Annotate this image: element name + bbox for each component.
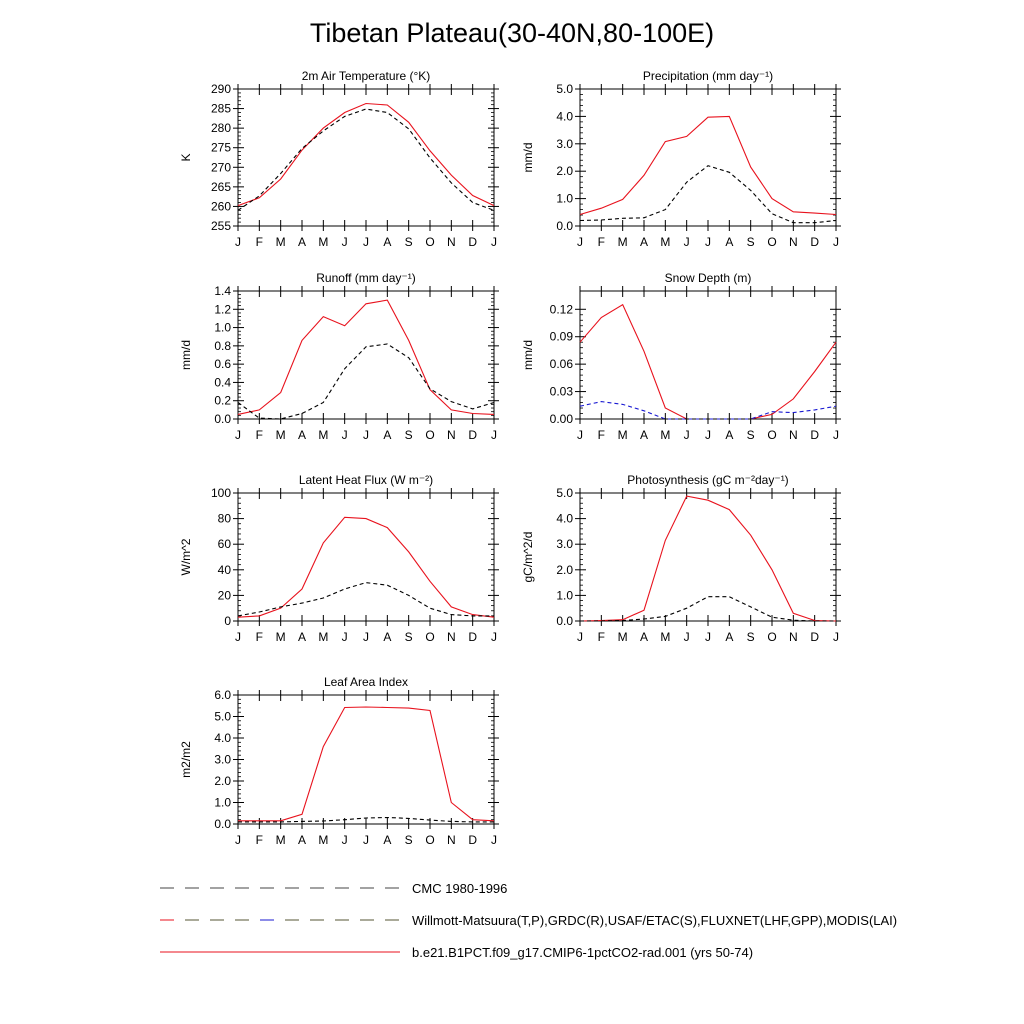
chart-leaf-area-index-ytick-label: 2.0 — [214, 774, 231, 788]
chart-latent-heat-flux-w-m-xtick-label: J — [235, 630, 241, 644]
chart-photosynthesis-gc-m-day-ytick-label: 1.0 — [556, 588, 573, 603]
chart-latent-heat-flux-w-m-xtick-label: J — [363, 630, 369, 644]
chart-leaf-area-index-title: Leaf Area Index — [323, 675, 409, 689]
chart-snow-depth-m-xtick-label: J — [705, 428, 711, 442]
chart-runoff-mm-day — [179, 271, 499, 442]
chart-leaf-area-index-ylabel: m2/m2 — [179, 741, 193, 778]
chart-leaf-area-index-xtick-label: D — [468, 833, 478, 847]
chart-leaf-area-index-xtick-label: J — [491, 833, 497, 847]
chart-runoff-mm-day-xtick-label: J — [363, 428, 369, 442]
chart-precipitation-mm-day-ytick-label: 5.0 — [556, 82, 573, 96]
chart-snow-depth-m-xtick-label: A — [639, 428, 649, 442]
chart-leaf-area-index-xtick-label: O — [425, 833, 435, 847]
chart-photosynthesis-gc-m-day-series-model — [580, 496, 836, 621]
chart-photosynthesis-gc-m-day-ytick-label: 5.0 — [556, 486, 573, 500]
chart-runoff-mm-day-xtick-label: M — [275, 428, 286, 442]
chart-snow-depth-m-xtick-label: A — [725, 428, 734, 442]
chart-precipitation-mm-day-ytick-label: 1.0 — [556, 191, 573, 206]
chart-latent-heat-flux-w-m-frame — [238, 493, 494, 621]
chart-2m-air-temperature-k-xtick-label: A — [383, 235, 392, 249]
chart-precipitation-mm-day-ytick-label: 3.0 — [556, 136, 573, 151]
chart-2m-air-temperature-k-frame — [238, 89, 494, 226]
chart-runoff-mm-day-ylabel: mm/d — [179, 340, 193, 370]
chart-runoff-mm-day-series-obs — [238, 344, 494, 419]
chart-photosynthesis-gc-m-day-ylabel: gC/m^2/d — [521, 531, 535, 583]
chart-precipitation-mm-day-xtick-label: F — [597, 235, 606, 249]
chart-leaf-area-index-xtick-label: J — [363, 833, 369, 847]
chart-photosynthesis-gc-m-day-ytick-label: 3.0 — [556, 537, 573, 552]
chart-latent-heat-flux-w-m-ytick-label: 100 — [210, 486, 231, 500]
chart-leaf-area-index-ytick-label: 0.0 — [214, 817, 231, 831]
chart-runoff-mm-day-xtick-label: S — [404, 428, 413, 442]
chart-snow-depth-m-xtick-label: F — [597, 428, 606, 442]
chart-latent-heat-flux-w-m-xtick-label: D — [468, 630, 478, 644]
chart-runoff-mm-day-ytick-label: 0.6 — [214, 357, 231, 372]
chart-precipitation-mm-day-ytick-label: 0.0 — [556, 219, 573, 233]
chart-precipitation-mm-day-xtick-label: M — [660, 235, 671, 249]
chart-runoff-mm-day-xtick-label: A — [383, 428, 392, 442]
chart-2m-air-temperature-k-ytick-label: 275 — [210, 140, 231, 155]
chart-leaf-area-index — [179, 675, 499, 847]
chart-snow-depth-m-xtick-label: M — [617, 428, 628, 442]
chart-runoff-mm-day-xtick-label: A — [297, 428, 307, 442]
chart-latent-heat-flux-w-m-ytick-label: 20 — [217, 588, 231, 603]
chart-precipitation-mm-day-title: Precipitation (mm day⁻¹) — [642, 69, 774, 83]
chart-2m-air-temperature-k-xtick-label: O — [425, 235, 435, 249]
chart-leaf-area-index-ytick-label: 1.0 — [214, 795, 231, 810]
chart-leaf-area-index-xtick-label: M — [275, 833, 286, 847]
chart-precipitation-mm-day — [521, 69, 841, 249]
chart-precipitation-mm-day-xtick-label: N — [788, 235, 798, 249]
chart-latent-heat-flux-w-m-xtick-label: N — [446, 630, 456, 644]
chart-photosynthesis-gc-m-day-xtick-label: S — [746, 630, 755, 644]
legend-label: b.e21.B1PCT.f09_g17.CMIP6-1pctCO2-rad.001 (yrs 50-74) — [412, 945, 754, 960]
chart-latent-heat-flux-w-m — [179, 473, 499, 644]
chart-leaf-area-index-xtick-label: N — [446, 833, 456, 847]
chart-runoff-mm-day-ytick-label: 1.2 — [214, 302, 231, 317]
chart-photosynthesis-gc-m-day-ytick-label: 0.0 — [556, 614, 573, 628]
chart-latent-heat-flux-w-m-ytick-label: 80 — [217, 511, 231, 526]
chart-runoff-mm-day-xtick-label: F — [255, 428, 264, 442]
chart-snow-depth-m-frame — [580, 291, 836, 419]
chart-latent-heat-flux-w-m-xtick-label: A — [297, 630, 307, 644]
chart-2m-air-temperature-k-xtick-label: F — [255, 235, 264, 249]
chart-2m-air-temperature-k-series-model — [238, 104, 494, 206]
chart-precipitation-mm-day-xtick-label: A — [725, 235, 734, 249]
chart-2m-air-temperature-k-xtick-label: J — [363, 235, 369, 249]
chart-runoff-mm-day-xtick-label: D — [468, 428, 478, 442]
chart-runoff-mm-day-ytick-label: 0.8 — [214, 338, 231, 353]
chart-precipitation-mm-day-xtick-label: J — [705, 235, 711, 249]
chart-precipitation-mm-day-xtick-label: D — [810, 235, 820, 249]
chart-photosynthesis-gc-m-day-ytick-label: 2.0 — [556, 562, 573, 577]
chart-latent-heat-flux-w-m-xtick-label: M — [318, 630, 329, 644]
chart-2m-air-temperature-k-ytick-label: 270 — [210, 160, 231, 175]
chart-snow-depth-m-ytick-label: 0.06 — [549, 357, 573, 372]
chart-leaf-area-index-ytick-label: 3.0 — [214, 752, 231, 767]
chart-2m-air-temperature-k-series-obs — [238, 109, 494, 210]
chart-runoff-mm-day-series-model — [238, 300, 494, 414]
chart-runoff-mm-day-title: Runoff (mm day⁻¹) — [316, 271, 416, 285]
legend-label: CMC 1980-1996 — [412, 881, 508, 896]
chart-precipitation-mm-day-ytick-label: 4.0 — [556, 109, 573, 124]
chart-runoff-mm-day-ytick-label: 1.0 — [214, 320, 231, 335]
chart-leaf-area-index-ytick-label: 6.0 — [214, 688, 231, 702]
chart-latent-heat-flux-w-m-xtick-label: M — [275, 630, 286, 644]
chart-2m-air-temperature-k — [179, 69, 499, 249]
chart-precipitation-mm-day-xtick-label: A — [639, 235, 649, 249]
chart-leaf-area-index-xtick-label: J — [235, 833, 241, 847]
chart-latent-heat-flux-w-m-series-model — [238, 517, 494, 617]
chart-snow-depth-m-xtick-label: J — [683, 428, 690, 442]
chart-2m-air-temperature-k-xtick-label: A — [297, 235, 307, 249]
legend-label: Willmott-Matsuura(T,P),GRDC(R),USAF/ETAC(S),FLUXNET(LHF,GPP),MODIS(LAI) — [412, 913, 898, 928]
chart-latent-heat-flux-w-m-xtick-label: A — [383, 630, 392, 644]
chart-latent-heat-flux-w-m-ytick-label: 0 — [224, 614, 231, 628]
chart-2m-air-temperature-k-xtick-label: M — [318, 235, 329, 249]
chart-latent-heat-flux-w-m-xtick-label: J — [491, 630, 497, 644]
chart-snow-depth-m-xtick-label: S — [746, 428, 755, 442]
chart-latent-heat-flux-w-m-ylabel: W/m^2 — [179, 538, 193, 576]
chart-2m-air-temperature-k-ylabel: K — [179, 153, 193, 162]
chart-2m-air-temperature-k-xtick-label: S — [404, 235, 413, 249]
chart-runoff-mm-day-xtick-label: J — [235, 428, 241, 442]
chart-snow-depth-m-ytick-label: 0.00 — [549, 412, 573, 426]
chart-photosynthesis-gc-m-day-xtick-label: J — [683, 630, 690, 644]
chart-leaf-area-index-xtick-label: S — [404, 833, 413, 847]
chart-precipitation-mm-day-xtick-label: J — [683, 235, 690, 249]
chart-photosynthesis-gc-m-day-xtick-label: M — [617, 630, 628, 644]
chart-snow-depth-m-xtick-label: O — [767, 428, 777, 442]
chart-snow-depth-m — [521, 271, 841, 442]
chart-photosynthesis-gc-m-day-title: Photosynthesis (gC m⁻²day⁻¹) — [627, 473, 789, 487]
chart-photosynthesis-gc-m-day-ytick-label: 4.0 — [556, 511, 573, 526]
chart-2m-air-temperature-k-xtick-label: J — [235, 235, 241, 249]
chart-2m-air-temperature-k-ytick-label: 290 — [210, 82, 231, 96]
chart-latent-heat-flux-w-m-ytick-label: 40 — [217, 562, 231, 577]
chart-latent-heat-flux-w-m-xtick-label: J — [341, 630, 348, 644]
chart-precipitation-mm-day-xtick-label: J — [833, 235, 839, 249]
chart-2m-air-temperature-k-xtick-label: N — [446, 235, 456, 249]
chart-leaf-area-index-xtick-label: A — [383, 833, 392, 847]
chart-latent-heat-flux-w-m-xtick-label: O — [425, 630, 435, 644]
chart-photosynthesis-gc-m-day-xtick-label: F — [597, 630, 606, 644]
chart-2m-air-temperature-k-ytick-label: 260 — [210, 199, 231, 214]
chart-latent-heat-flux-w-m-ytick-label: 60 — [217, 537, 231, 552]
chart-snow-depth-m-ytick-label: 0.12 — [549, 302, 573, 317]
chart-runoff-mm-day-ytick-label: 0.2 — [214, 393, 231, 408]
chart-latent-heat-flux-w-m-title: Latent Heat Flux (W m⁻²) — [298, 473, 434, 487]
chart-latent-heat-flux-w-m-xtick-label: S — [404, 630, 413, 644]
chart-2m-air-temperature-k-xtick-label: J — [341, 235, 348, 249]
chart-runoff-mm-day-xtick-label: J — [491, 428, 497, 442]
chart-runoff-mm-day-xtick-label: J — [341, 428, 348, 442]
chart-snow-depth-m-ytick-label: 0.03 — [549, 384, 573, 399]
chart-precipitation-mm-day-xtick-label: J — [577, 235, 583, 249]
chart-precipitation-mm-day-xtick-label: M — [617, 235, 628, 249]
chart-latent-heat-flux-w-m-series-obs — [238, 583, 494, 616]
chart-2m-air-temperature-k-xtick-label: J — [491, 235, 497, 249]
chart-leaf-area-index-xtick-label: J — [341, 833, 348, 847]
chart-leaf-area-index-ytick-label: 4.0 — [214, 731, 231, 745]
chart-photosynthesis-gc-m-day-frame — [580, 493, 836, 621]
chart-snow-depth-m-ylabel: mm/d — [521, 340, 535, 370]
page-title: Tibetan Plateau(30-40N,80-100E) — [309, 18, 715, 48]
chart-snow-depth-m-xtick-label: D — [810, 428, 820, 442]
chart-precipitation-mm-day-ylabel: mm/d — [521, 142, 535, 173]
chart-leaf-area-index-series-model — [238, 707, 494, 821]
chart-snow-depth-m-xtick-label: J — [577, 428, 583, 442]
chart-runoff-mm-day-xtick-label: O — [425, 428, 435, 442]
chart-leaf-area-index-frame — [238, 695, 494, 824]
chart-runoff-mm-day-ytick-label: 1.4 — [214, 284, 231, 298]
chart-2m-air-temperature-k-xtick-label: M — [275, 235, 286, 249]
chart-snow-depth-m-series-model — [580, 305, 836, 419]
chart-2m-air-temperature-k-ytick-label: 280 — [210, 121, 231, 136]
chart-snow-depth-m-xtick-label: M — [660, 428, 671, 442]
chart-2m-air-temperature-k-ytick-label: 265 — [210, 179, 231, 194]
chart-2m-air-temperature-k-title: 2m Air Temperature (°K) — [301, 69, 431, 83]
chart-runoff-mm-day-frame — [238, 291, 494, 419]
chart-photosynthesis-gc-m-day-xtick-label: N — [788, 630, 798, 644]
chart-precipitation-mm-day-ytick-label: 2.0 — [556, 164, 573, 179]
chart-leaf-area-index-xtick-label: F — [255, 833, 264, 847]
chart-leaf-area-index-xtick-label: M — [318, 833, 329, 847]
chart-2m-air-temperature-k-ytick-label: 255 — [210, 219, 231, 233]
chart-photosynthesis-gc-m-day-xtick-label: J — [577, 630, 583, 644]
chart-latent-heat-flux-w-m-xtick-label: F — [255, 630, 264, 644]
chart-photosynthesis-gc-m-day-xtick-label: O — [767, 630, 777, 644]
chart-leaf-area-index-ytick-label: 5.0 — [214, 709, 231, 724]
chart-photosynthesis-gc-m-day — [521, 473, 841, 644]
chart-snow-depth-m-xtick-label: J — [833, 428, 839, 442]
chart-runoff-mm-day-xtick-label: M — [318, 428, 329, 442]
chart-runoff-mm-day-ytick-label: 0.0 — [214, 412, 231, 426]
chart-precipitation-mm-day-frame — [580, 89, 836, 226]
chart-snow-depth-m-title: Snow Depth (m) — [664, 271, 752, 285]
chart-photosynthesis-gc-m-day-xtick-label: A — [725, 630, 734, 644]
chart-2m-air-temperature-k-xtick-label: D — [468, 235, 478, 249]
chart-2m-air-temperature-k-ytick-label: 285 — [210, 101, 231, 116]
chart-precipitation-mm-day-series-obs — [580, 166, 836, 223]
chart-precipitation-mm-day-xtick-label: O — [767, 235, 777, 249]
chart-snow-depth-m-xtick-label: N — [788, 428, 798, 442]
chart-leaf-area-index-xtick-label: A — [297, 833, 307, 847]
chart-photosynthesis-gc-m-day-xtick-label: J — [705, 630, 711, 644]
chart-runoff-mm-day-ytick-label: 0.4 — [214, 375, 231, 390]
chart-runoff-mm-day-xtick-label: N — [446, 428, 456, 442]
chart-snow-depth-m-ytick-label: 0.09 — [549, 329, 573, 344]
chart-photosynthesis-gc-m-day-xtick-label: A — [639, 630, 649, 644]
chart-photosynthesis-gc-m-day-xtick-label: D — [810, 630, 820, 644]
chart-precipitation-mm-day-xtick-label: S — [746, 235, 755, 249]
chart-photosynthesis-gc-m-day-xtick-label: M — [660, 630, 671, 644]
chart-photosynthesis-gc-m-day-xtick-label: J — [833, 630, 839, 644]
